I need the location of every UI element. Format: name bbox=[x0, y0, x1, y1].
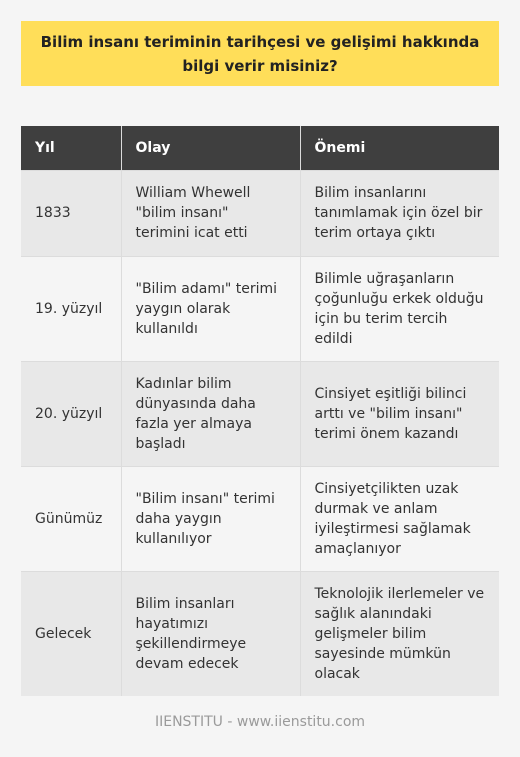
cell-year: Günümüz bbox=[21, 466, 121, 571]
cell-event: William Whewell "bilim insanı" terimini icat etti bbox=[121, 170, 300, 256]
column-header-year: Yıl bbox=[21, 126, 121, 170]
column-header-event: Olay bbox=[121, 126, 300, 170]
table-row bbox=[21, 256, 499, 361]
cell-year: 1833 bbox=[21, 170, 121, 256]
cell-importance: Cinsiyet eşitliği bilinci arttı ve "bilim insanı" terimi önem kazandı bbox=[300, 361, 499, 466]
history-table bbox=[21, 126, 499, 696]
question-banner bbox=[21, 21, 499, 86]
cell-importance: Cinsiyetçilikten uzak durmak ve anlam iyileştirmesi sağlamak amaçlanıyor bbox=[300, 466, 499, 571]
column-header-importance: Önemi bbox=[300, 126, 499, 170]
question-text: Bilim insanı teriminin tarihçesi ve gelişimi hakkında bilgi verir misiniz? bbox=[40, 32, 480, 75]
table-row bbox=[21, 170, 499, 256]
cell-importance: Bilim insanlarını tanımlamak için özel bir terim ortaya çıktı bbox=[300, 170, 499, 256]
cell-year: 20. yüzyıl bbox=[21, 361, 121, 466]
table-header-row bbox=[21, 126, 499, 170]
cell-event: Kadınlar bilim dünyasında daha fazla yer almaya başladı bbox=[121, 361, 300, 466]
cell-importance: Bilimle uğraşanların çoğunluğu erkek olduğu için bu terim tercih edildi bbox=[300, 256, 499, 361]
table-row bbox=[21, 466, 499, 571]
cell-year: 19. yüzyıl bbox=[21, 256, 121, 361]
cell-event: Bilim insanları hayatımızı şekillendirmeye devam edecek bbox=[121, 571, 300, 696]
footer-credit: IIENSTITU - www.iienstitu.com bbox=[154, 714, 366, 730]
table-row bbox=[21, 361, 499, 466]
table-row bbox=[21, 571, 499, 696]
cell-importance: Teknolojik ilerlemeler ve sağlık alanındaki gelişmeler bilim sayesinde mümkün olacak bbox=[300, 571, 499, 696]
cell-event: "Bilim insanı" terimi daha yaygın kullanılıyor bbox=[121, 466, 300, 571]
cell-year: Gelecek bbox=[21, 571, 121, 696]
cell-event: "Bilim adamı" terimi yaygın olarak kullanıldı bbox=[121, 256, 300, 361]
